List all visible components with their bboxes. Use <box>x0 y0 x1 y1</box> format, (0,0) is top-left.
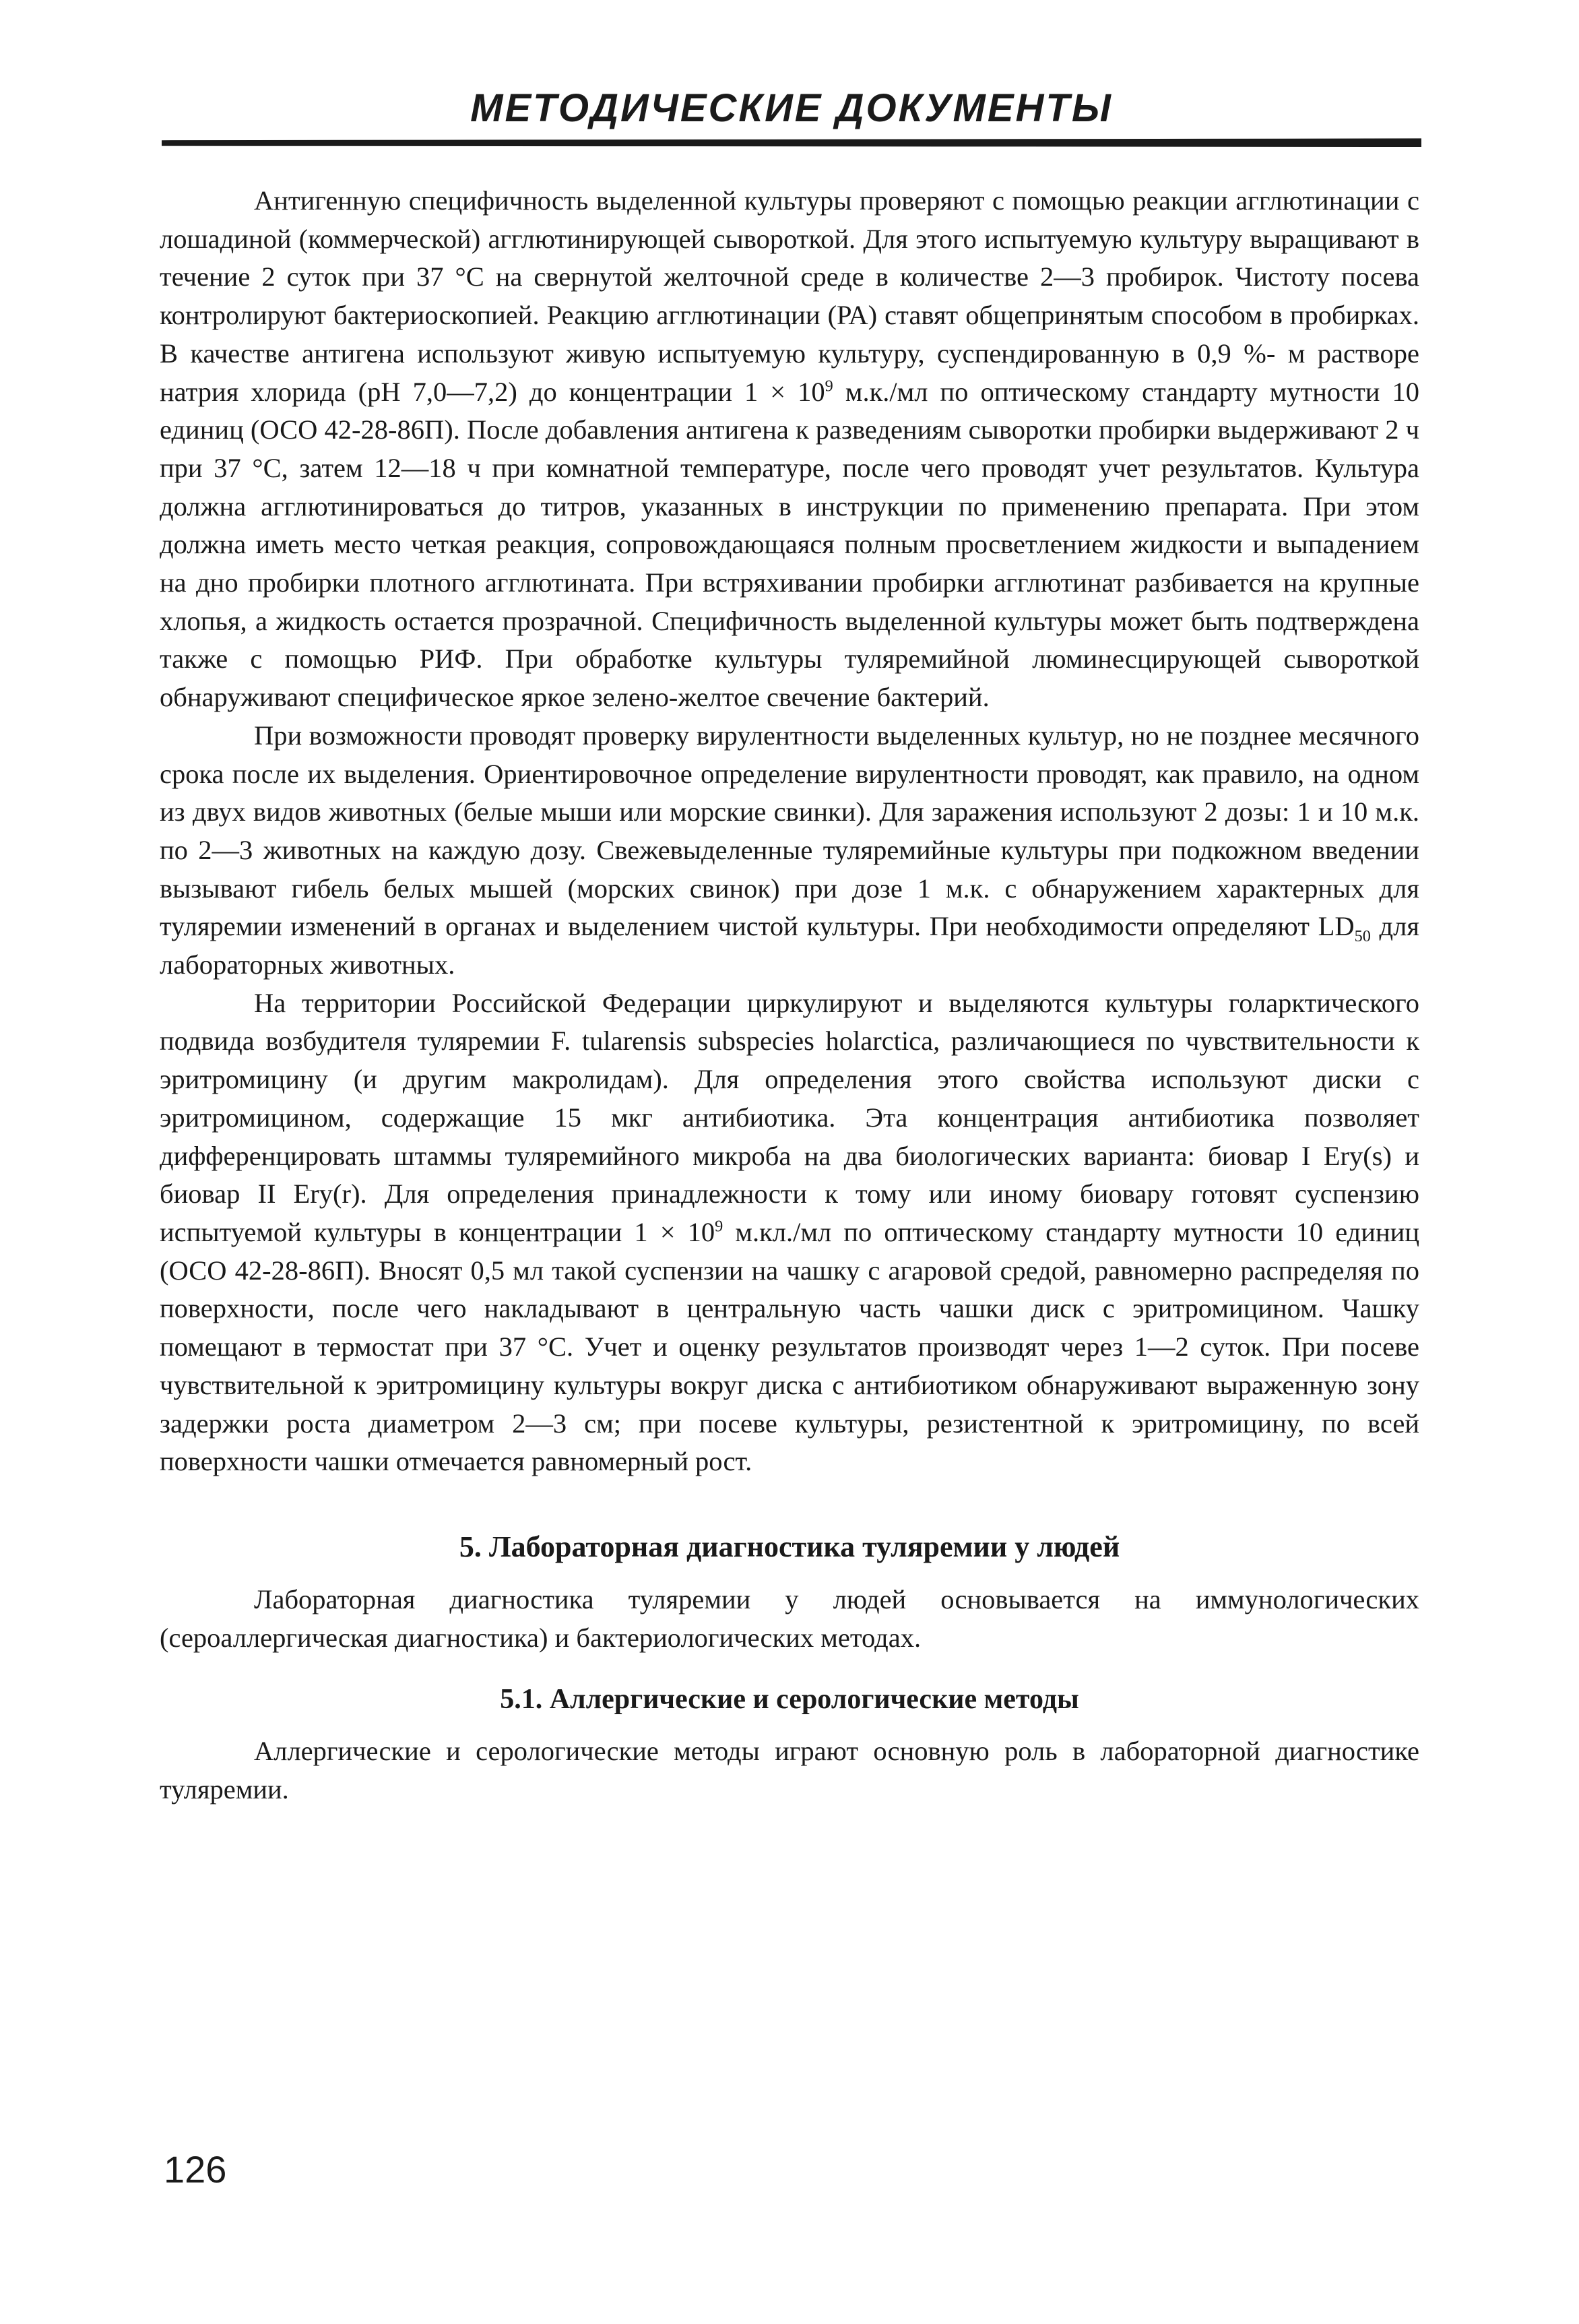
p1-text-a: Антигенную специфичность выделенной культуры проверяют с помощью реакции агглютинации с лошадиной (коммерческой) агглютинирующей сывороткой. Для этого испытуемую культуру выращивают в течение 2 суток при 37 °С на свернутой желточной среде в количестве 2—3 пробирок. Чистоту посева контролируют бактериоскопией. Реакцию агглютинации (РА) ставят общепринятым способом в пробирках. В качестве антигена используют живую испытуемую культуру, суспендированную в 0,9 %- м растворе натрия хлорида (рН 7,0—7,2) до концентрации 1 × 10 <box>160 185 1419 407</box>
p3-text-a: На территории Российской Федерации циркулируют и выделяются культуры голарктического подвида возбудителя туляремии F. tularensis subspecies holarctica, различающиеся по чувствительности к эритромицину (и другим макролидам). Для определения этого свойства используют диски с эритромицином, содержащие 15 мкг антибиотика. Эта концентрация антибиотика позволяет дифференцировать штаммы туляремийного микроба на два биологических варианта: биовар I Ery(s) и биовар II Ery(r). Для определения принадлежности к тому или иному биовару готовят суспензию испытуемой культуры в концентрации 1 × 10 <box>160 987 1419 1247</box>
p2-subscript: 50 <box>1354 927 1371 946</box>
p1-exponent: 9 <box>825 377 833 396</box>
section-5-heading: 5. Лабораторная диагностика туляремии у людей <box>459 1530 1120 1563</box>
main-text <box>160 182 1419 1809</box>
section-5-1-paragraph: Аллергические и серологические методы играют основную роль в лабораторной диагностике туляремии. <box>160 1736 1419 1805</box>
header-title: МЕТОДИЧЕСКИЕ ДОКУМЕНТЫ <box>470 86 1113 130</box>
p2-text-a: При возможности проводят проверку вирулентности выделенных культур, но не позднее месячного срока после их выделения. Ориентировочное определение вирулентности проводят, как правило, на одном из двух видов животных (белые мыши или морские свинки). Для заражения используют 2 дозы: 1 и 10 м.к. по 2—3 животных на каждую дозу. Свежевыделенные туляремийные культуры при подкожном введении вызывают гибель белых мышей (морских свинок) при дозе 1 м.к. с обнаружением характерных для туляремии изменений в органах и выделением чистой культуры. При необходимости определяют LD <box>160 720 1419 942</box>
section-5-1-heading: 5.1. Аллергические и серологические методы <box>500 1684 1079 1716</box>
page-number: 126 <box>164 2148 227 2191</box>
header-rule <box>162 137 1421 147</box>
paragraph-antigen-specificity <box>160 182 1419 717</box>
section-5-paragraph: Лабораторная диагностика туляремии у людей основывается на иммунологических (сероаллергическая диагностика) и бактериологических методах. <box>160 1583 1419 1653</box>
paragraph-erythromycin <box>160 984 1419 1481</box>
paragraph-virulence <box>160 717 1419 984</box>
running-header <box>162 80 1421 154</box>
p2-text-b: для лабораторных животных. <box>160 911 1419 980</box>
p3-exponent: 9 <box>715 1217 723 1236</box>
p3-text-b: м.кл./мл по оптическому стандарту мутности 10 единиц (ОСО 42-28-86П). Вносят 0,5 мл такой суспензии на чашку с агаровой средой, равномерно распределяя по поверхности, после чего накладывают в центральную часть чашки диск с эритромицином. Чашку помещают в термостат при 37 °С. Учет и оценку результатов производят через 1—2 суток. При посеве чувствительной к эритромицину культуры вокруг диска с антибиотиком обнаруживают выраженную зону задержки роста диаметром 2—3 см; при посеве культуры, резистентной к эритромицину, по всей поверхности чашки отмечается равномерный рост. <box>160 1216 1419 1477</box>
p1-text-b: м.к./мл по оптическому стандарту мутности 10 единиц (ОСО 42-28-86П). После добавления антигена к разведениям сыворотки пробирки выдерживают 2 ч при 37 °С, затем 12—18 ч при комнатной температуре, после чего проводят учет результатов. Культура должна агглютинироваться до титров, указанных в инструкции по применению препарата. При этом должна иметь место четкая реакция, сопровождающаяся полным просветлением жидкости и выпадением на дно пробирки плотного агглютината. При встряхивании пробирки агглютинат разбивается на крупные хлопья, а жидкость остается прозрачной. Специфичность выделенной культуры может быть подтверждена также с помощью РИФ. При обработке культуры туляремийной люминесцирующей сывороткой обнаруживают специфическое яркое зелено-желтое свечение бактерий. <box>160 376 1419 713</box>
